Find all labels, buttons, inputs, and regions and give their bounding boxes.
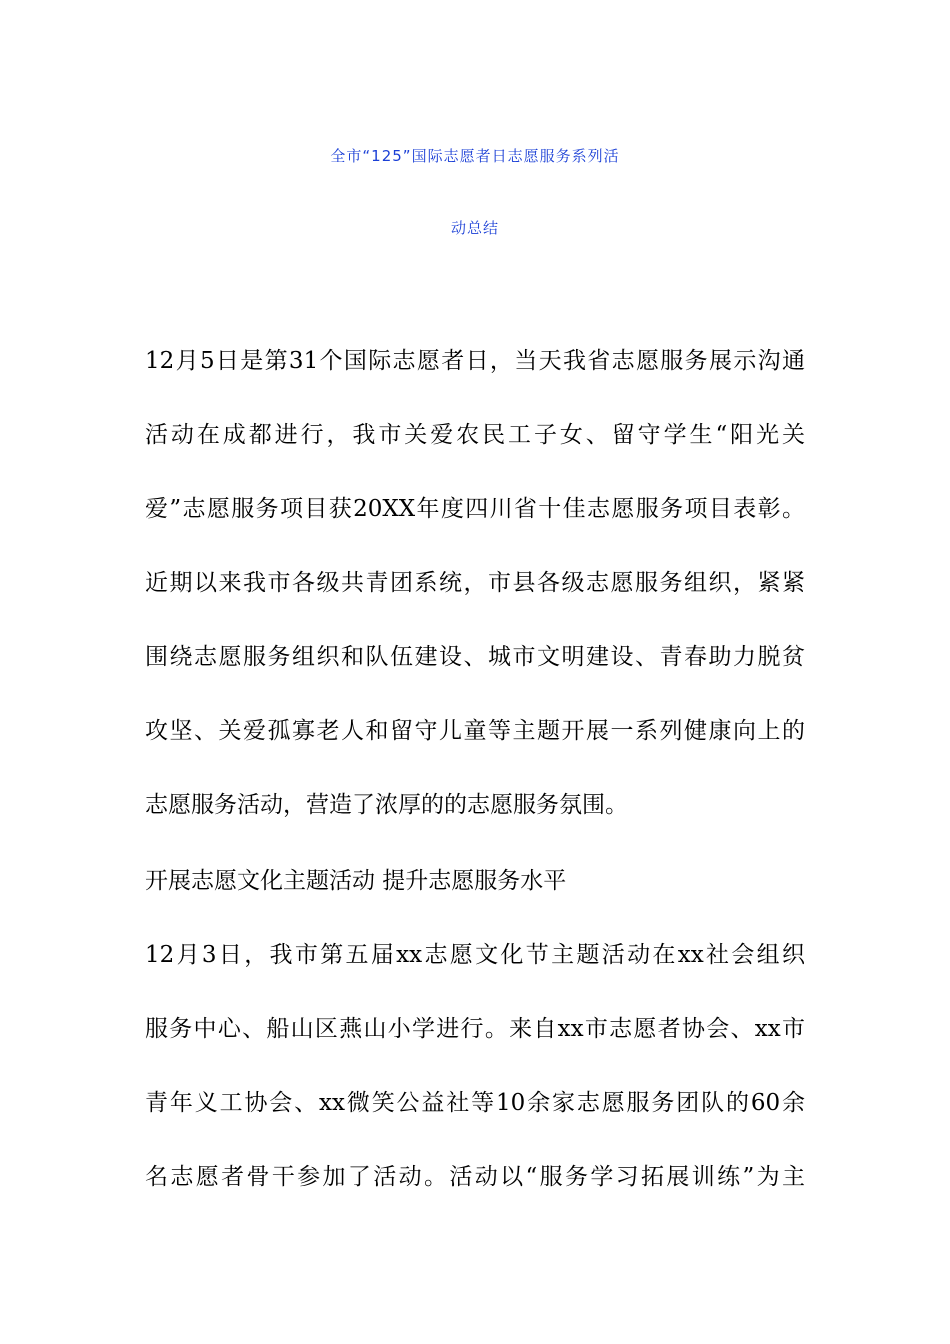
- section-paragraph-line-3: 青年义工协会、xx微笑公益社等10余家志愿服务团队的60余: [145, 1090, 805, 1116]
- paragraph-1-line-1: 12月5日是第31个国际志愿者日，当天我省志愿服务展示沟通: [145, 348, 805, 374]
- paragraph-2-line-1: 近期以来我市各级共青团系统，市县各级志愿服务组织，紧紧: [145, 570, 805, 596]
- document-title-line-2: 动总结: [450, 219, 499, 237]
- section-paragraph-line-4: 名志愿者骨干参加了活动。活动以“服务学习拓展训练”为主: [145, 1164, 805, 1190]
- paragraph-1-line-3: 爱”志愿服务项目获20XX年度四川省十佳志愿服务项目表彰。: [145, 496, 805, 522]
- paragraph-1-line-2: 活动在成都进行，我市关爱农民工子女、留守学生“阳光关: [145, 422, 805, 448]
- section-heading: 开展志愿文化主题活动 提升志愿服务水平: [145, 868, 567, 894]
- section-paragraph-line-2: 服务中心、船山区燕山小学进行。来自xx市志愿者协会、xx市: [145, 1016, 805, 1042]
- paragraph-2-line-3: 攻坚、关爱孤寡老人和留守儿童等主题开展一系列健康向上的: [145, 718, 805, 744]
- document-title-line-1: 全市“125”国际志愿者日志愿服务系列活: [330, 147, 620, 165]
- section-paragraph-line-1: 12月3日，我市第五届xx志愿文化节主题活动在xx社会组织: [145, 942, 805, 968]
- paragraph-2-line-4: 志愿服务活动，营造了浓厚的的志愿服务氛围。: [145, 792, 628, 818]
- paragraph-2-line-2: 围绕志愿服务组织和队伍建设、城市文明建设、青春助力脱贫: [145, 644, 805, 670]
